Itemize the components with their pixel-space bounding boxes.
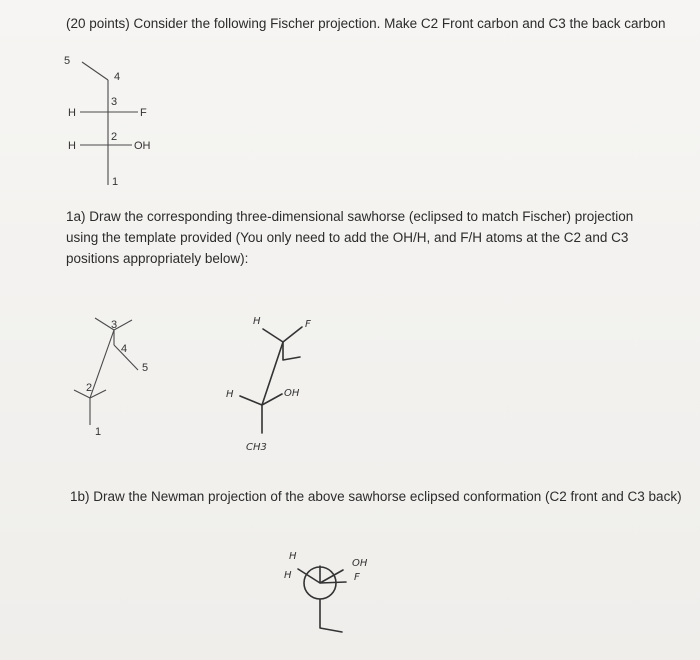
newman-right-bottom-label: F	[354, 572, 360, 583]
fischer-c2-label: 2	[111, 131, 118, 143]
fischer-c5-label: 5	[64, 55, 71, 67]
template-c1-label: 1	[95, 426, 102, 438]
fischer-c3-right: F	[140, 107, 147, 119]
template-c3-label: 3	[111, 319, 118, 331]
newman-left-label: H	[284, 570, 292, 581]
answer-front-left: H	[226, 389, 234, 400]
part-a-instructions: 1a) Draw the corresponding three-dimensional sawhorse (eclipsed to match Fischer) projection using the template provided (You only need to add the OH/H, and F/H atoms at the C2 and C3 positions appropriately below):	[66, 209, 634, 266]
answer-back-left: H	[253, 316, 261, 327]
newman-front-bonds	[298, 566, 346, 583]
fischer-c4-label: 4	[114, 71, 121, 83]
fischer-c2-left: H	[68, 140, 76, 152]
template-c2-label: 2	[86, 382, 93, 394]
newman-back-bond	[320, 599, 342, 632]
question-title: (20 points) Consider the following Fischer projection. Make C2 Front carbon and C3 the back carbon	[66, 16, 666, 31]
template-c4-label: 4	[121, 343, 128, 355]
part-b-instructions: 1b) Draw the Newman projection of the above sawhorse eclipsed conformation (C2 front and C3 back)	[70, 489, 682, 504]
newman-top-label: H	[289, 551, 297, 562]
fischer-c2-right: OH	[134, 140, 151, 152]
answer-back-right: F	[305, 319, 311, 330]
fischer-c3-label: 3	[111, 96, 118, 108]
fischer-c1-label: 1	[112, 176, 119, 188]
answer-front-right: OH	[284, 388, 300, 399]
fischer-c3-left: H	[68, 107, 76, 119]
newman-right-top-label: OH	[352, 558, 368, 569]
answer-bottom: CH3	[246, 442, 267, 453]
template-c5-label: 5	[142, 362, 149, 374]
